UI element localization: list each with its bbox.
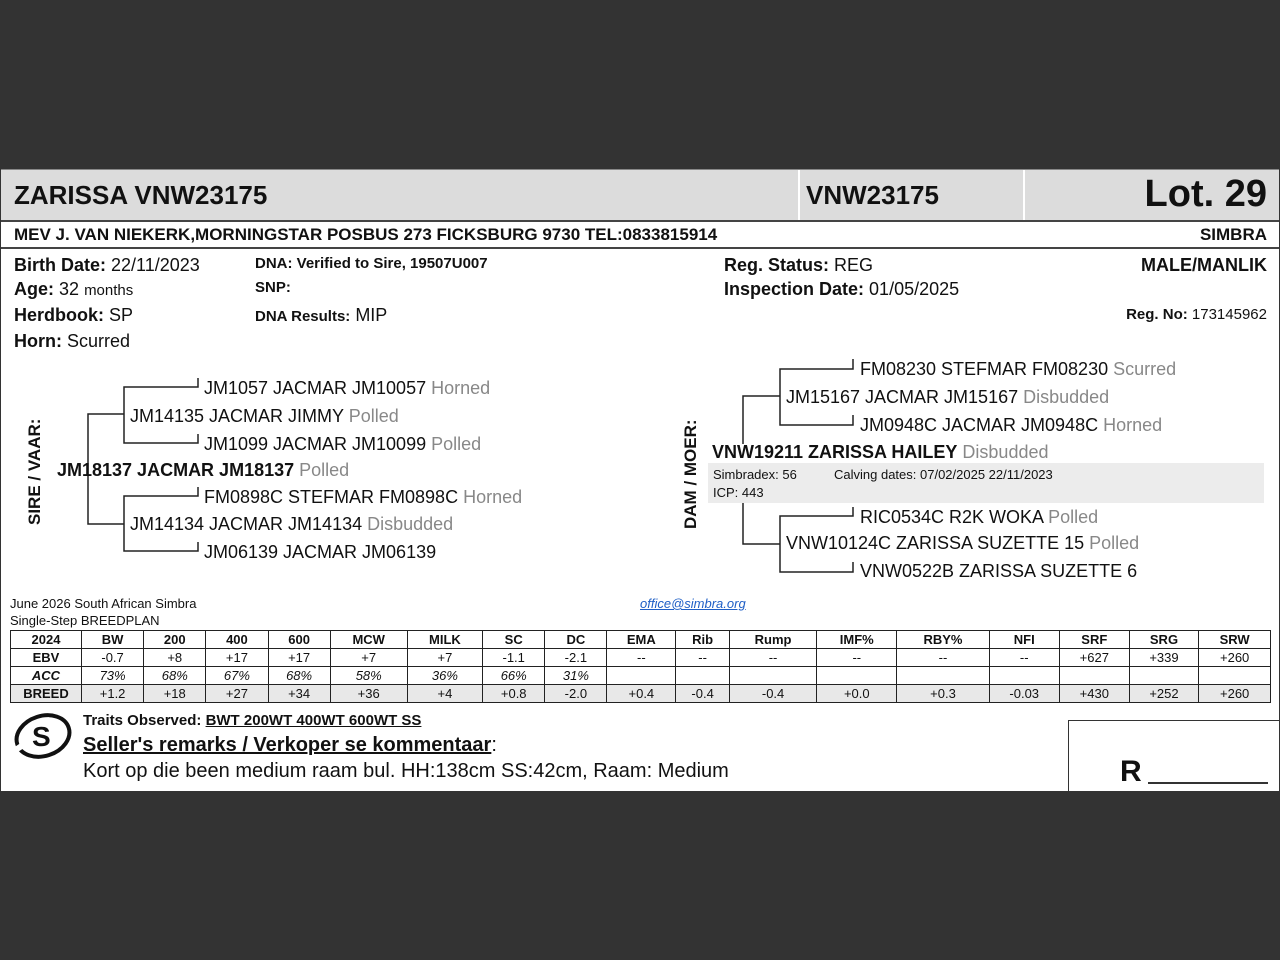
- snp-label: SNP:: [255, 279, 291, 296]
- ebv-header-cell: IMF%: [817, 631, 897, 649]
- ebv-cell: +339: [1129, 649, 1199, 667]
- inspection-date: Inspection Date: 01/05/2025: [724, 279, 960, 299]
- reg-status: Reg. Status: REG: [724, 255, 874, 275]
- ebv-row-label: ACC: [11, 667, 82, 685]
- ebv-cell: +0.4: [607, 685, 676, 703]
- ebv-table-row: [11, 649, 1271, 667]
- dam-label: DAM / MOER:: [681, 419, 700, 529]
- ebv-cell: [989, 667, 1059, 685]
- ebv-cell: -0.7: [82, 649, 144, 667]
- ebv-cell: +430: [1059, 685, 1129, 703]
- ebv-header-cell: Rump: [730, 631, 817, 649]
- ebv-row-label: EBV: [11, 649, 82, 667]
- ebv-cell: --: [897, 649, 989, 667]
- ebv-cell: +8: [144, 649, 206, 667]
- svg-text:S: S: [32, 721, 51, 752]
- ebv-cell: +252: [1129, 685, 1199, 703]
- ebv-cell: +36: [330, 685, 407, 703]
- ebv-cell: --: [676, 649, 730, 667]
- ebv-cell: +1.2: [82, 685, 144, 703]
- ebv-cell: +260: [1199, 685, 1271, 703]
- dna-verification: DNA: Verified to Sire, 19507U007: [255, 255, 488, 272]
- ebv-cell: +18: [144, 685, 206, 703]
- breed-name: SIMBRA: [1199, 225, 1267, 244]
- lot-number: Lot. 29: [1144, 173, 1267, 215]
- ebv-cell: -2.0: [545, 685, 607, 703]
- ebv-cell: [730, 667, 817, 685]
- dam-name: VNW19211 ZARISSA HAILEY Disbudded: [712, 442, 1049, 462]
- ebv-cell: [817, 667, 897, 685]
- ebv-table-row: [11, 667, 1271, 685]
- ebv-cell: +7: [330, 649, 407, 667]
- dam-dam-sire: RIC0534C R2K WOKA Polled: [860, 507, 1099, 527]
- dam-simbradex: Simbradex: 56: [713, 467, 797, 482]
- ebv-header-cell: Rib: [676, 631, 730, 649]
- dam-dam: VNW10124C ZARISSA SUZETTE 15 Polled: [786, 533, 1140, 553]
- dam-dam-dam: VNW0522B ZARISSA SUZETTE 6: [860, 561, 1138, 581]
- ebv-cell: +27: [206, 685, 268, 703]
- ebv-table: [10, 630, 1271, 703]
- ebv-cell: [1059, 667, 1129, 685]
- ebv-header-cell: NFI: [989, 631, 1059, 649]
- ebv-cell: +260: [1199, 649, 1271, 667]
- ebv-cell: [897, 667, 989, 685]
- ebv-title-line1: June 2026 South African Simbra: [10, 596, 197, 611]
- ebv-cell: --: [817, 649, 897, 667]
- simbra-logo-icon: [13, 709, 75, 761]
- dam-calving-dates: Calving dates: 07/02/2025 22/11/2023: [834, 467, 1053, 482]
- ebv-cell: +0.3: [897, 685, 989, 703]
- animal-name: ZARISSA VNW23175: [14, 180, 268, 210]
- sire-dam-dam: JM06139 JACMAR JM06139: [204, 542, 437, 562]
- ebv-cell: +17: [206, 649, 268, 667]
- ebv-cell: -2.1: [545, 649, 607, 667]
- ebv-cell: 58%: [330, 667, 407, 685]
- ebv-table-row: [11, 685, 1271, 703]
- ebv-header-cell: RBY%: [897, 631, 989, 649]
- sire-sire-sire: JM1057 JACMAR JM10057 Horned: [204, 378, 491, 398]
- ebv-cell: 31%: [545, 667, 607, 685]
- ebv-header-cell: SRG: [1129, 631, 1199, 649]
- ebv-cell: +0.0: [817, 685, 897, 703]
- ebv-cell: +4: [407, 685, 482, 703]
- ebv-cell: +17: [268, 649, 330, 667]
- result-box: [1068, 720, 1279, 791]
- ebv-cell: +0.8: [483, 685, 545, 703]
- ebv-cell: +7: [407, 649, 482, 667]
- ebv-cell: 68%: [144, 667, 206, 685]
- reg-number: Reg. No: 173145962: [1126, 306, 1267, 323]
- ebv-cell: 66%: [483, 667, 545, 685]
- sire-label: SIRE / VAAR:: [25, 418, 44, 525]
- remarks-title: Seller's remarks / Verkoper se kommentaar:: [83, 734, 497, 756]
- sire-name: JM18137 JACMAR JM18137 Polled: [57, 460, 350, 480]
- ebv-cell: 36%: [407, 667, 482, 685]
- dam-sire-sire: FM08230 STEFMAR FM08230 Scurred: [860, 359, 1177, 379]
- ebv-header-cell: SRW: [1199, 631, 1271, 649]
- ebv-header-cell: MILK: [407, 631, 482, 649]
- ebv-cell: 73%: [82, 667, 144, 685]
- ebv-header-cell: EMA: [607, 631, 676, 649]
- result-entry-line[interactable]: [1148, 782, 1268, 784]
- ebv-cell: --: [730, 649, 817, 667]
- ebv-header-cell: DC: [545, 631, 607, 649]
- dna-results: DNA Results: MIP: [255, 305, 388, 325]
- animal-code: VNW23175: [806, 180, 939, 210]
- ebv-header-cell: 2024: [11, 631, 82, 649]
- birth-date: Birth Date: 22/11/2023: [14, 255, 200, 275]
- ebv-cell: +34: [268, 685, 330, 703]
- ebv-cell: --: [607, 649, 676, 667]
- dam-sire-dam: JM0948C JACMAR JM0948C Horned: [860, 415, 1163, 435]
- ebv-header-cell: SRF: [1059, 631, 1129, 649]
- horn-status: Horn: Scurred: [14, 331, 131, 351]
- ebv-header-cell: MCW: [330, 631, 407, 649]
- ebv-cell: +627: [1059, 649, 1129, 667]
- age: Age: 32 months: [14, 279, 134, 299]
- ebv-header-cell: SC: [483, 631, 545, 649]
- ebv-cell: [607, 667, 676, 685]
- ebv-cell: -0.4: [676, 685, 730, 703]
- ebv-cell: --: [989, 649, 1059, 667]
- ebv-title-line2: Single-Step BREEDPLAN: [10, 613, 160, 628]
- ebv-cell: 67%: [206, 667, 268, 685]
- ebv-cell: -0.4: [730, 685, 817, 703]
- ebv-header-row: [11, 631, 1271, 649]
- sire-sire-dam: JM1099 JACMAR JM10099 Polled: [204, 434, 482, 454]
- ebv-header-cell: 600: [268, 631, 330, 649]
- email-link[interactable]: office@simbra.org: [640, 596, 746, 611]
- ebv-header-cell: 200: [144, 631, 206, 649]
- ebv-row-label: BREED: [11, 685, 82, 703]
- ebv-cell: 68%: [268, 667, 330, 685]
- sex: MALE/MANLIK: [1141, 255, 1267, 275]
- ebv-header-cell: 400: [206, 631, 268, 649]
- sire-sire: JM14135 JACMAR JIMMY Polled: [130, 406, 399, 426]
- result-label: R: [1120, 755, 1142, 788]
- sire-dam-sire: FM0898C STEFMAR FM0898C Horned: [204, 487, 523, 507]
- ebv-cell: [1129, 667, 1199, 685]
- owner-details: MEV J. VAN NIEKERK,MORNINGSTAR POSBUS 273 FICKSBURG 9730 TEL:0833815914: [14, 225, 718, 244]
- lot-card: [1, 169, 1279, 791]
- ebv-header-cell: BW: [82, 631, 144, 649]
- ebv-cell: -0.03: [989, 685, 1059, 703]
- traits-observed: Traits Observed: BWT 200WT 400WT 600WT SS: [83, 712, 422, 729]
- dam-icp: ICP: 443: [713, 485, 764, 500]
- remarks-text: Kort op die been medium raam bul. HH:138cm SS:42cm, Raam: Medium: [83, 760, 729, 782]
- ebv-cell: -1.1: [483, 649, 545, 667]
- dam-sire: JM15167 JACMAR JM15167 Disbudded: [786, 387, 1110, 407]
- herdbook: Herdbook: SP: [14, 305, 134, 325]
- sire-dam: JM14134 JACMAR JM14134 Disbudded: [130, 514, 454, 534]
- ebv-cell: [1199, 667, 1271, 685]
- ebv-cell: [676, 667, 730, 685]
